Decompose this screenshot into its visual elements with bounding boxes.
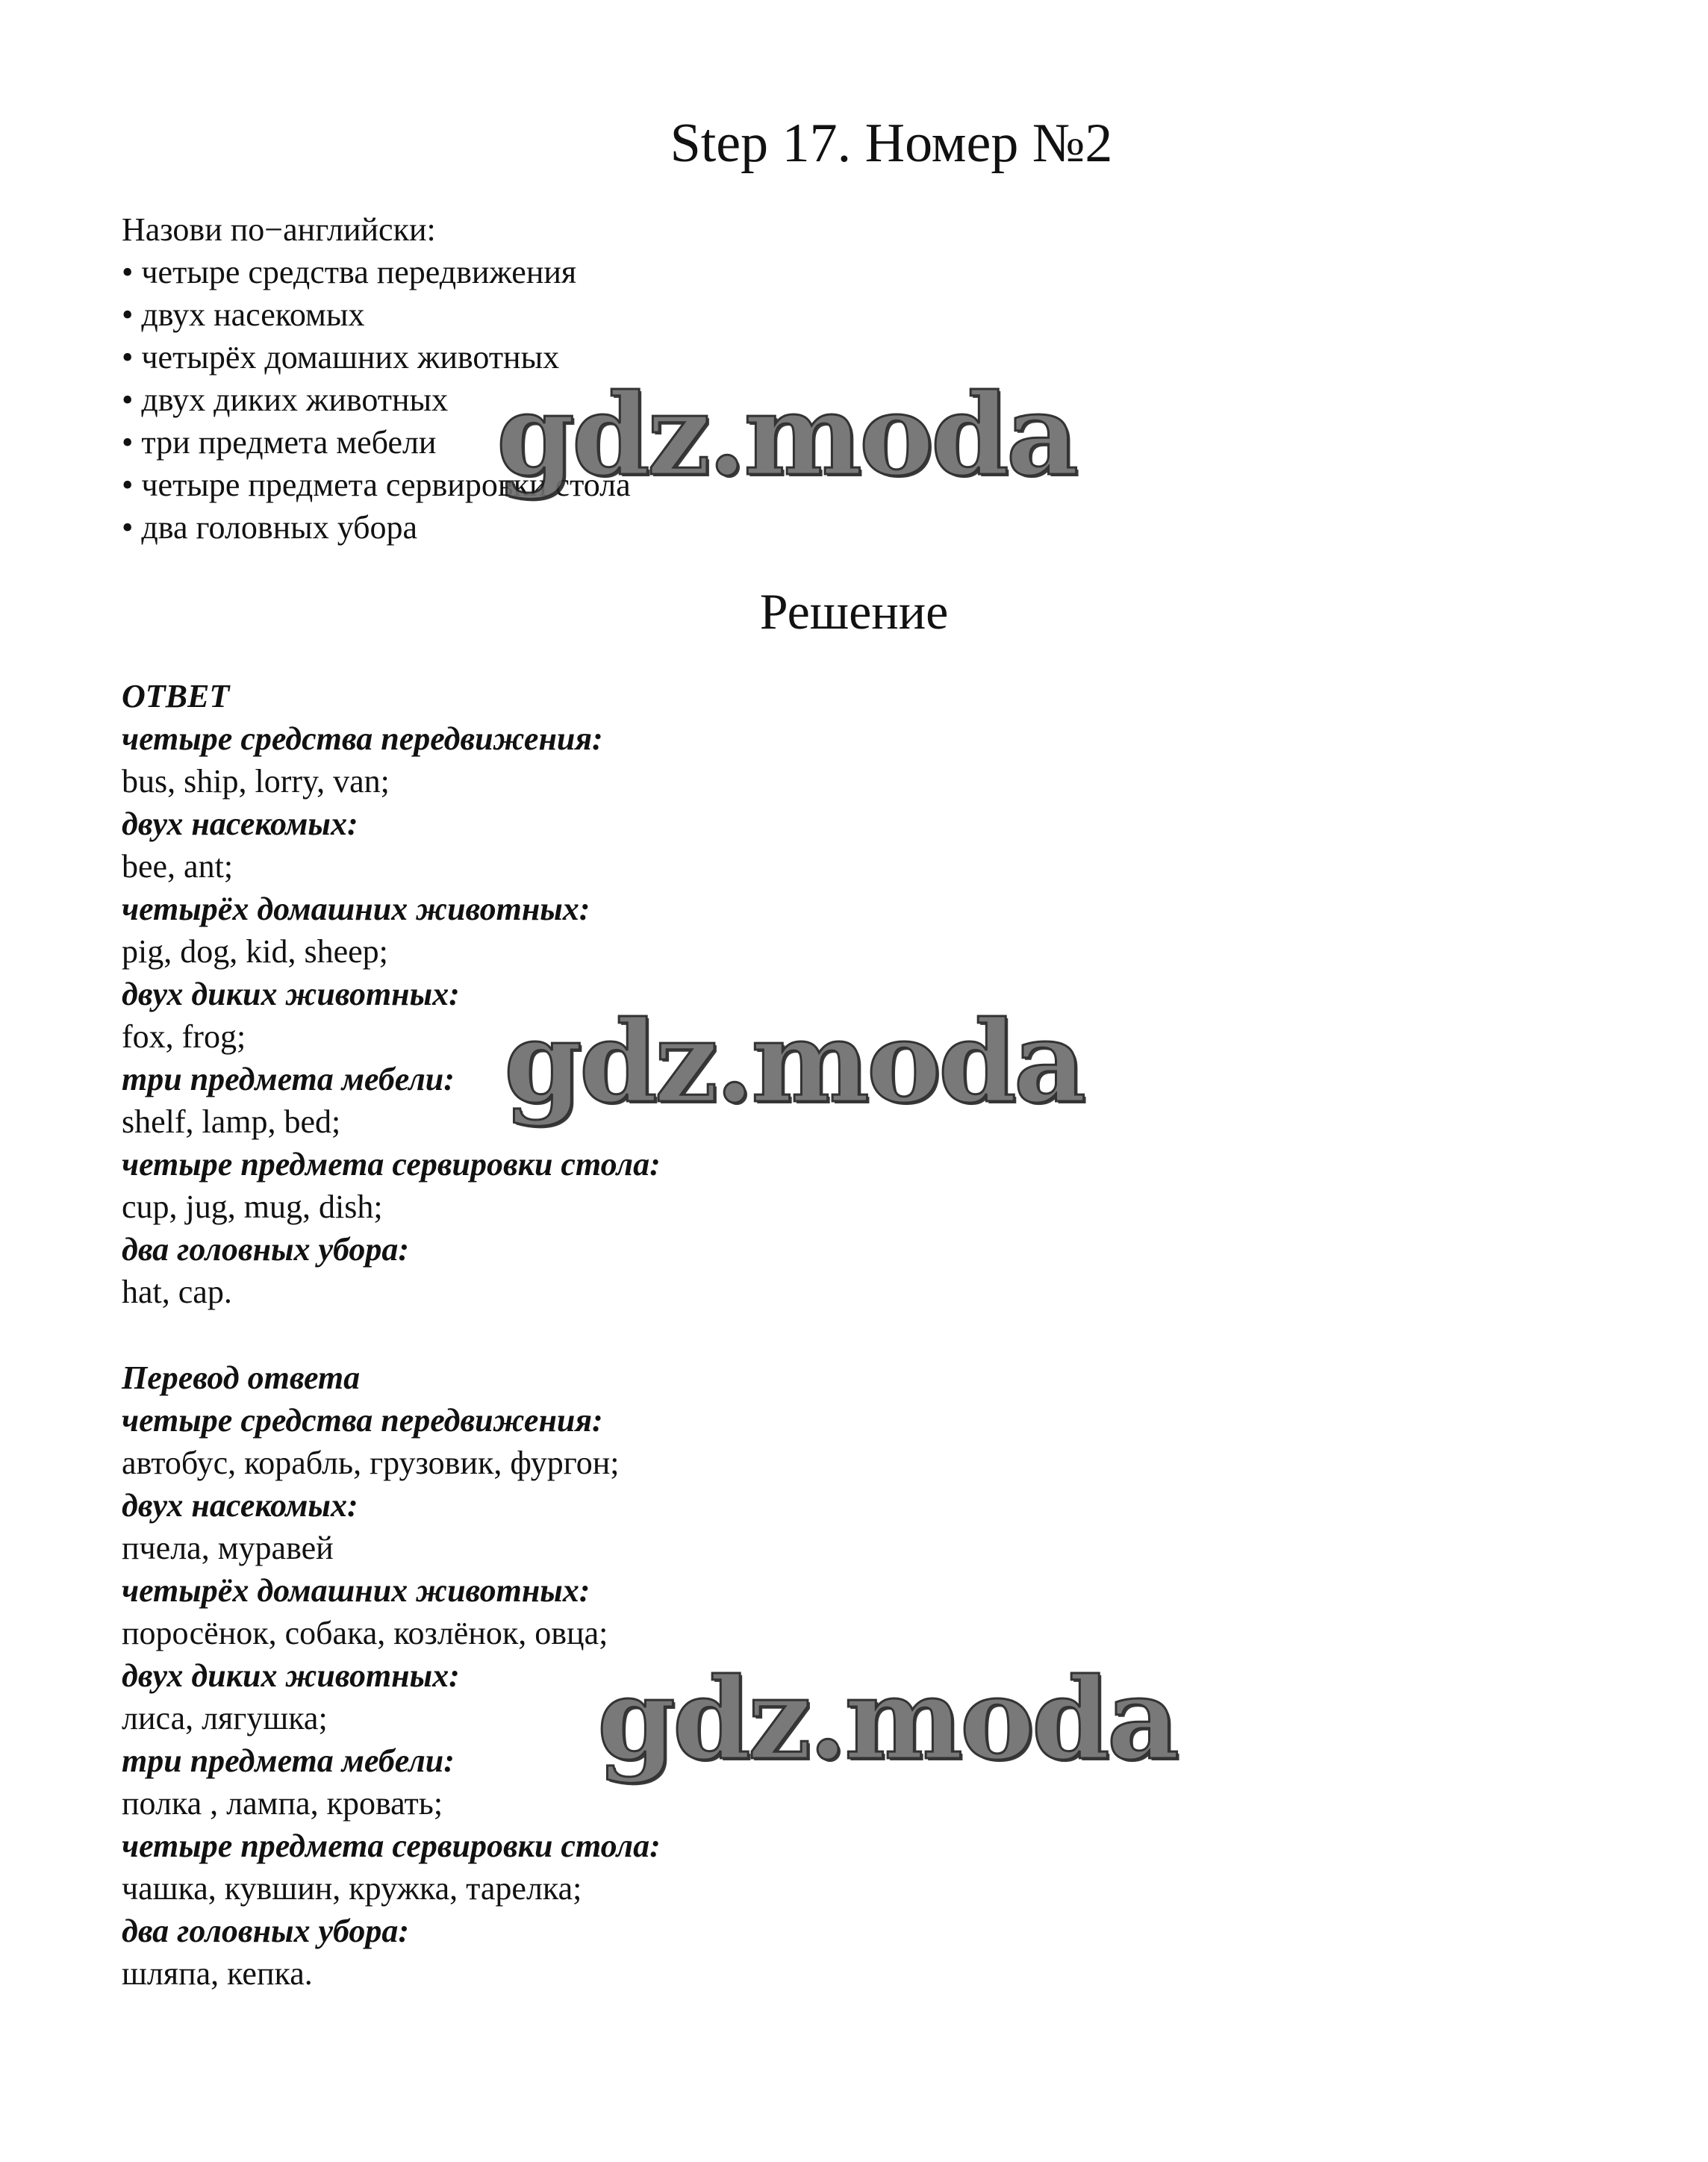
translation-label: четыре предмета сервировки стола: [122,1828,661,1864]
task-intro: Назови по−английски: [122,211,436,248]
translation-value: поросёнок, собака, козлёнок, овца; [122,1615,608,1651]
solution-title: Решение [759,583,949,640]
answer-label: четыре средства передвижения: [122,720,603,757]
answer-value: bus, ship, lorry, van; [122,763,390,800]
answer-value: shelf, lamp, bed; [122,1103,341,1140]
task-item: • три предмета мебели [122,424,437,461]
page-title: Step 17. Номер №2 [670,113,1113,174]
answer-label: двух насекомых: [122,806,358,842]
answer-label: четырёх домашних животных: [122,891,590,927]
task-item: • четыре предмета сервировки стола [122,467,631,503]
translation-label: три предмета мебели: [122,1742,455,1779]
translation-value: пчела, муравей [122,1530,334,1566]
answer-label: два головных убора: [122,1231,410,1268]
answer-label: двух диких животных: [122,976,460,1012]
translation-value: полка , лампа, кровать; [122,1785,443,1822]
translation-label: два головных убора: [122,1913,410,1949]
translation-label: двух диких животных: [122,1657,460,1694]
task-item: • двух насекомых [122,296,365,333]
task-item: • четыре средства передвижения [122,254,577,290]
answer-value: bee, ant; [122,848,234,885]
task-item: • четырёх домашних животных [122,339,560,376]
watermark: gdz.moda [597,1654,1177,1785]
translation-value: чашка, кувшин, кружка, тарелка; [122,1870,582,1907]
answer-value: cup, jug, mug, dish; [122,1189,383,1225]
translation-label: двух насекомых: [122,1487,358,1524]
translation-label: четыре средства передвижения: [122,1402,603,1439]
watermark: gdz.moda [496,370,1076,501]
translation-heading: Перевод ответа [122,1359,361,1396]
translation-label: четырёх домашних животных: [122,1572,590,1609]
watermark: gdz.moda [504,997,1084,1128]
translation-value: лиса, лягушка; [122,1700,328,1736]
answer-value: pig, dog, kid, sheep; [122,933,388,970]
answer-value: fox, frog; [122,1018,246,1055]
translation-value: автобус, корабль, грузовик, фургон; [122,1445,620,1481]
translation-value: шляпа, кепка. [122,1955,313,1992]
answer-value: hat, cap. [122,1274,232,1310]
answer-label: три предмета мебели: [122,1061,455,1097]
task-item: • двух диких животных [122,381,449,418]
answer-label: четыре предмета сервировки стола: [122,1146,661,1183]
answer-heading: ОТВЕТ [122,678,230,714]
task-item: • два головных убора [122,509,418,546]
